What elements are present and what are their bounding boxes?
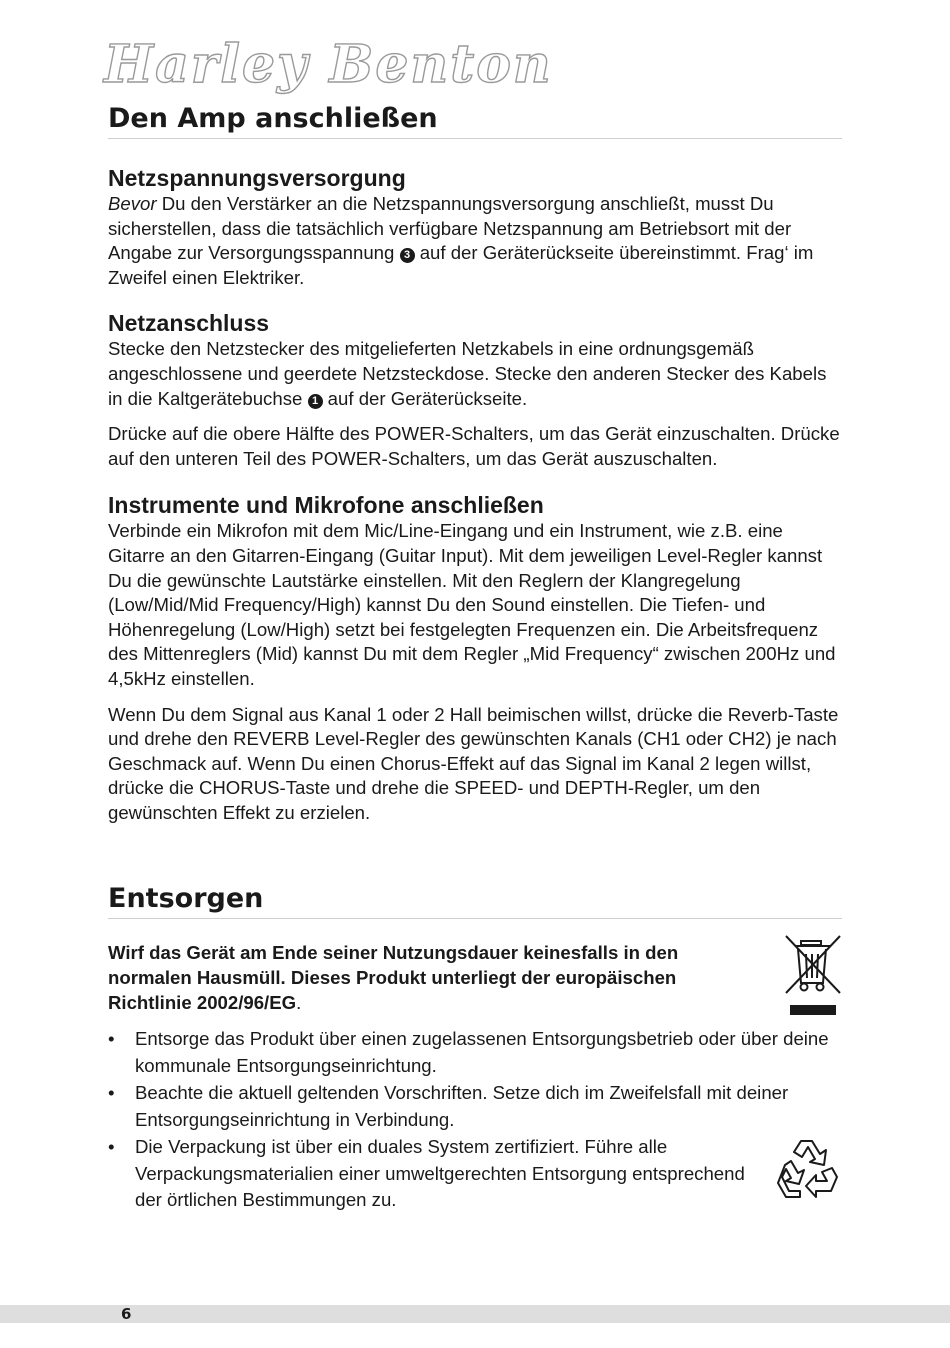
marker-1: 1 — [308, 394, 323, 409]
disposal-warning — [108, 940, 758, 1015]
power-supply-text-b: auf der Geräterückseite übereinstimmt. Frag‘ im Zweifel einen Elektriker. — [108, 242, 814, 288]
mains-text-2: Drücke auf die obere Hälfte des POWER-Schalters, um das Gerät einzuschalten. Drücke auf den unteren Teil des POWER-Schalters, um das Gerät auszuschalten. — [108, 423, 840, 469]
instruments-text-1: Verbinde ein Mikrofon mit dem Mic/Line-Eingang und ein Instrument, wie z.B. eine Gitarre an den Gitarren-Eingang (Guitar Input). Mit dem jeweiligen Level-Regler kannst Du die gewünschte Lautstärke einstellen. Mit den Reglern der Klangregelung (Low/Mid/Mid Frequency/High) kannst Du den Sound einstellen. Die Tiefen- und Höhenregelung (Low/High) setzt bei festgelegten Frequenzen ein. Die Arbeitsfrequenz des Mittenreglers (Mid) kannst Du mit dem Regler „Mid Frequency“ zwischen 200Hz und 4,5kHz einstellen. — [108, 520, 836, 689]
bullet-dot: • — [108, 1028, 115, 1049]
bullet-dot: • — [108, 1136, 115, 1157]
instruments-text-2: Wenn Du dem Signal aus Kanal 1 oder 2 Hall beimischen willst, drücke die Reverb-Taste und drehe den REVERB Level-Regler des gewünschten Kanals (CH1 oder CH2) je nach Geschmack auf. Wenn Du einen Chorus-Effekt auf das Signal im Kanal 2 legen willst, drücke die CHORUS-Taste und drehe die SPEED- und DEPTH-Regler, um den gewünschten Effekt zu erzielen. — [108, 703, 839, 823]
recycling-icon — [774, 1135, 844, 1201]
power-supply-text-a: Du den Verstärker an die Netzspannungsversorgung anschließt, musst Du sicherstellen, dass die tatsächlich verfügbare Netzspannung am Betriebsort mit der Angabe zur Versorgungsspannung — [108, 193, 792, 264]
heading-instruments: Instrumente und Mikrofone anschließen — [108, 492, 544, 519]
brand-logo: Harley Benton — [104, 34, 553, 95]
disposal-warning-end: . — [296, 992, 302, 1013]
heading-power-supply: Netzspannungsversorgung — [108, 165, 406, 191]
disposal-section-body — [108, 940, 843, 1215]
amp-section-body — [108, 165, 843, 825]
marker-3: 3 — [400, 248, 415, 263]
mains-text-1 — [108, 337, 843, 411]
bullet-text: Die Verpackung ist über ein duales System zertifiziert. Führe alle Verpackungsmaterialien einer umweltgerechten Entsorgung entsprechend der örtlichen Bestimmungen zu. — [135, 1136, 745, 1210]
list-item — [108, 1080, 843, 1133]
mains-text-1b: auf der Geräterückseite. — [322, 387, 528, 409]
disposal-warning-bold: Wirf das Gerät am Ende seiner Nutzungsdauer keinesfalls in den normalen Hausmüll. Dieses Produkt unterliegt der europäischen Richtlinie 2002/96/EG — [108, 942, 679, 1013]
footer-bar — [0, 1305, 950, 1323]
bullet-dot: • — [108, 1082, 115, 1103]
section-title-amp: Den Amp anschließen — [108, 104, 842, 139]
bullet-text: Entsorge das Produkt über einen zugelassenen Entsorgungsbetrieb oder über deine kommunale Entsorgungseinrichtung. — [135, 1028, 829, 1076]
power-supply-text — [108, 192, 843, 290]
heading-mains: Netzanschluss — [108, 310, 270, 337]
power-supply-lead: Bevor — [108, 193, 157, 214]
crossed-out-wheelie-bin-icon — [784, 933, 842, 1019]
list-item — [108, 1026, 843, 1079]
mains-text-1a: Stecke den Netzstecker des mitgelieferten Netzkabels in eine ordnungsgemäß angeschlossene und geerdete Netzsteckdose. Stecke den anderen Stecker des Kabels in die Kaltgerätebuchse — [108, 338, 827, 409]
list-item — [108, 1134, 745, 1214]
bullet-text: Beachte die aktuell geltenden Vorschriften. Setze dich im Zweifelsfall mit deiner Entsorgungseinrichtung in Verbindung. — [135, 1082, 789, 1130]
page-number: 6 — [121, 1305, 132, 1323]
disposal-bullet-list — [108, 1026, 843, 1214]
section-title-disposal: Entsorgen — [108, 884, 842, 919]
